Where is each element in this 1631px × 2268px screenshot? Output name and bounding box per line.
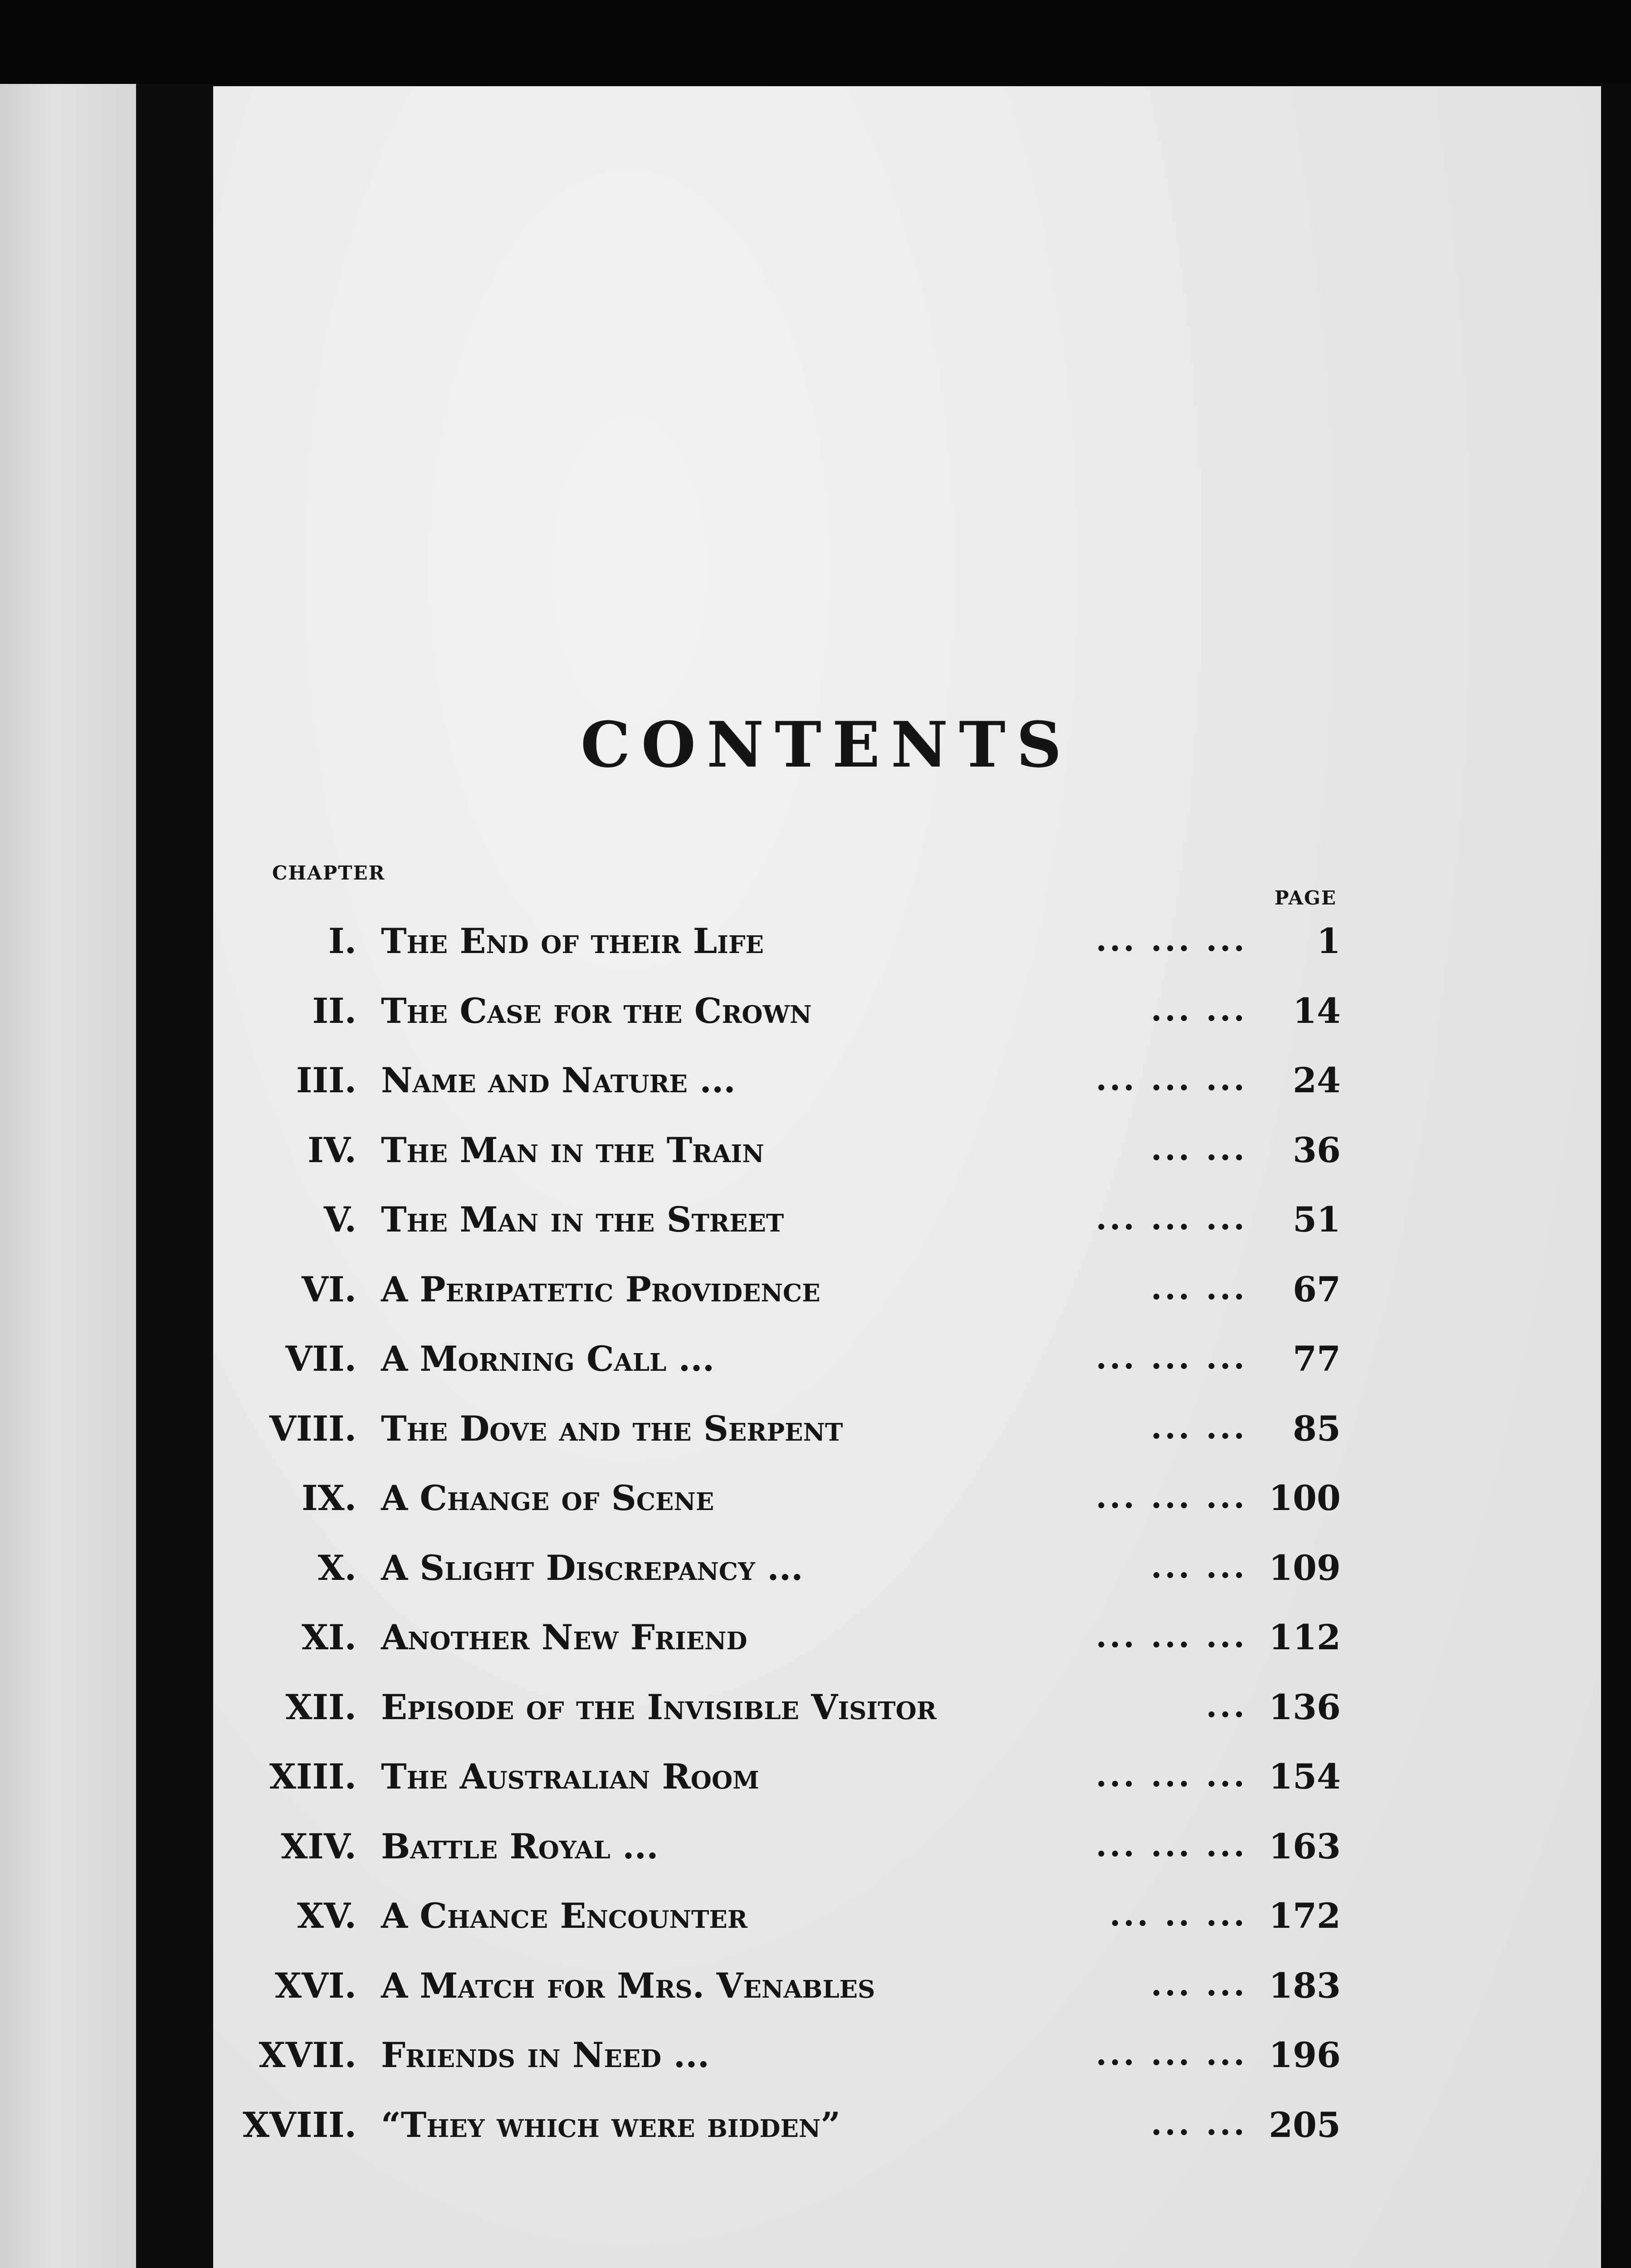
- chapter-number: XV.: [297, 1896, 356, 1936]
- chapter-number: X.: [317, 1548, 356, 1588]
- chapter-title: The Australian Room: [381, 1756, 759, 1797]
- page-number: 196: [1269, 2035, 1341, 2075]
- page-number: 36: [1293, 1130, 1341, 1170]
- toc-entry: [0, 1478, 1631, 1532]
- chapter-number: XVII.: [259, 2035, 356, 2075]
- page-number: 1: [1317, 921, 1341, 961]
- toc-entry: [0, 1687, 1631, 1741]
- chapter-title: A Match for Mrs. Venables: [381, 1965, 875, 2006]
- page-number: 100: [1269, 1478, 1341, 1518]
- leader-dots: ...: [1206, 1687, 1247, 1725]
- leader-dots: ... ... ...: [1095, 1617, 1247, 1655]
- chapter-title: A Slight Discrepancy ...: [381, 1548, 803, 1588]
- leader-dots: ... ...: [1151, 1130, 1247, 1168]
- chapter-title: A Morning Call ...: [381, 1339, 715, 1379]
- page-number: 112: [1269, 1617, 1341, 1657]
- chapter-title: Another New Friend: [381, 1617, 747, 1657]
- chapter-number: II.: [312, 991, 356, 1031]
- chapter-title: The End of their Life: [381, 921, 764, 961]
- chapter-title: “They which were bidden”: [381, 2105, 841, 2145]
- chapter-number: III.: [296, 1060, 356, 1100]
- chapter-number: IV.: [308, 1130, 356, 1170]
- leader-dots: ... ... ...: [1095, 1199, 1247, 1237]
- toc-entry: [0, 921, 1631, 975]
- chapter-title: The Man in the Street: [381, 1199, 784, 1240]
- chapter-number: V.: [323, 1199, 356, 1240]
- page-number: 205: [1269, 2105, 1341, 2145]
- page-number: 14: [1293, 991, 1341, 1031]
- page-number: 163: [1269, 1826, 1341, 1867]
- chapter-number: XIV.: [281, 1826, 356, 1867]
- chapter-title: A Chance Encounter: [381, 1896, 747, 1936]
- chapter-number: VI.: [302, 1269, 356, 1310]
- toc-entry: [0, 2035, 1631, 2089]
- leader-dots: ... ... ...: [1095, 1756, 1247, 1794]
- chapter-column-label: CHAPTER: [272, 862, 386, 884]
- toc-entry: [0, 1826, 1631, 1881]
- page-number: 77: [1293, 1339, 1341, 1379]
- page-number: 24: [1293, 1060, 1341, 1100]
- chapter-title: Name and Nature ...: [381, 1060, 736, 1100]
- chapter-number: XVI.: [275, 1965, 356, 2006]
- page-number: 51: [1293, 1199, 1341, 1240]
- chapter-title: A Peripatetic Providence: [381, 1269, 820, 1310]
- contents-heading: CONTENTS: [581, 708, 1073, 782]
- toc-entry: [0, 1965, 1631, 2020]
- page-number: 136: [1269, 1687, 1341, 1727]
- chapter-number: VIII.: [269, 1408, 356, 1449]
- leader-dots: ... ... ...: [1095, 1478, 1247, 1515]
- page-number: 67: [1293, 1269, 1341, 1310]
- chapter-title: Episode of the Invisible Visitor: [381, 1687, 937, 1727]
- chapter-number: VII.: [285, 1339, 356, 1379]
- page-number: 172: [1269, 1896, 1341, 1936]
- chapter-number: XIII.: [269, 1756, 356, 1797]
- chapter-title: The Case for the Crown: [381, 991, 812, 1031]
- chapter-number: I.: [328, 921, 356, 961]
- toc-entry: [0, 1130, 1631, 1184]
- chapter-number: XVIII.: [242, 2105, 356, 2145]
- chapter-title: Battle Royal ...: [381, 1826, 659, 1867]
- leader-dots: ... ... ...: [1095, 1060, 1247, 1098]
- chapter-number: XI.: [302, 1617, 356, 1657]
- toc-entry: [0, 1060, 1631, 1114]
- leader-dots: ... ...: [1151, 1408, 1247, 1446]
- toc-entry: [0, 1548, 1631, 1602]
- toc-entry: [0, 2105, 1631, 2159]
- toc-entry: [0, 1408, 1631, 1463]
- chapter-title: The Man in the Train: [381, 1130, 764, 1170]
- toc-entry: [0, 1199, 1631, 1254]
- leader-dots: ... ...: [1151, 1965, 1247, 2003]
- leader-dots: ... ...: [1151, 991, 1247, 1028]
- chapter-title: Friends in Need ...: [381, 2035, 710, 2075]
- page-number: 183: [1269, 1965, 1341, 2006]
- leader-dots: ... ...: [1151, 1269, 1247, 1307]
- toc-entry: [0, 1896, 1631, 1950]
- toc-entry: [0, 1339, 1631, 1393]
- leader-dots: ... ...: [1151, 1548, 1247, 1585]
- leader-dots: ... ... ...: [1095, 921, 1247, 958]
- page-number: 109: [1269, 1548, 1341, 1588]
- page-number: 85: [1293, 1408, 1341, 1449]
- page-number: 154: [1269, 1756, 1341, 1797]
- leader-dots: ... ... ...: [1095, 1339, 1247, 1376]
- chapter-number: XII.: [285, 1687, 356, 1727]
- leader-dots: ... ...: [1151, 2105, 1247, 2142]
- leader-dots: ... .. ...: [1109, 1896, 1247, 1933]
- chapter-title: A Change of Scene: [381, 1478, 714, 1518]
- chapter-title: The Dove and the Serpent: [381, 1408, 843, 1449]
- toc-entry: [0, 1617, 1631, 1672]
- toc-entry: [0, 1756, 1631, 1811]
- page-column-label: PAGE: [1275, 887, 1337, 909]
- leader-dots: ... ... ...: [1095, 1826, 1247, 1864]
- leader-dots: ... ... ...: [1095, 2035, 1247, 2072]
- toc-entry: [0, 991, 1631, 1045]
- chapter-number: IX.: [302, 1478, 356, 1518]
- toc-entry: [0, 1269, 1631, 1324]
